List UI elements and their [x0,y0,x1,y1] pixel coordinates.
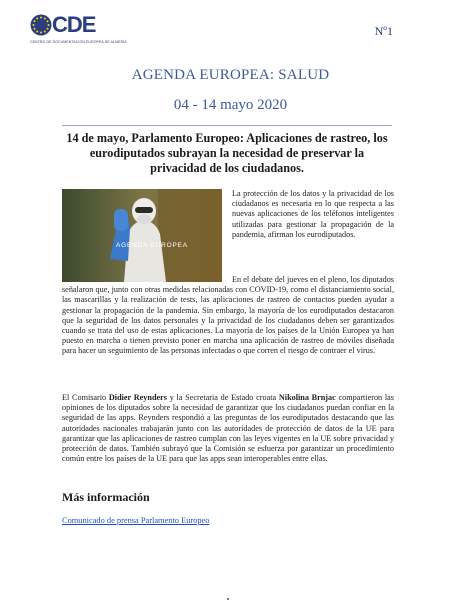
paragraph-commissioner [62,393,394,464]
logo-subtitle: CENTRO DE DOCUMENTACIÓN EUROPEA DE ALMERÍA [30,40,127,44]
issue-number: Nº1 [374,24,393,38]
name-reynders: Didier Reynders [108,393,167,402]
eu-stars-icon [30,14,52,36]
image-overlay-text: AGENDA EUROPEA [116,242,188,249]
more-info-heading: Más información [62,490,150,504]
press-release-link[interactable]: Comunicado de prensa Parlamento Europeo [62,516,210,525]
article-photo [62,189,222,282]
logo-text: CDE [52,12,96,37]
article-headline: 14 de mayo, Parlamento Europeo: Aplicaciones de rastreo, los eurodiputados subrayan la necesidad de preservar la privacidad de los ciudadanos. [66,131,388,175]
page-title: AGENDA EUROPEA: SALUD [131,67,330,83]
text-segment: compartieron las opiniones de los diputados sobre la necesidad de garantizar que los ciudadanos puedan confiar en la seguridad de las apps. Reynders respondió a las preguntas de los eurodiputados destacando que las autoridades nacionales trabajarán junto con las autoridades de protección de datos de la UE para garantizar que las aplicaciones de rastreo cumplan con las leyes vigentes en la UE sobre privacidad y protección de datos. También subrayó que la Comisión se esfuerza por garantizar un procedimiento común entre los países de la UE para que las apps sean interoperables entre ellas. [62,393,394,464]
cde-logo [30,12,127,50]
text-segment: El Comisario [62,393,109,402]
name-brnjac: Nikolina Brnjac [278,393,336,402]
divider [62,125,392,126]
paragraph-intro: La protección de los datos y la privacidad de los ciudadanos es necesaria en lo que respecta a las nuevas aplicaciones de los teléfonos inteligentes utilizadas para gestionar la propagación de la pandemia, afirman los eurodiputados. [232,189,394,239]
page-dot [227,598,229,600]
paragraph-debate: En el debate del jueves en el pleno, los diputados señalaron que, junto con otras medidas relacionadas con COVID-19, como el distanciamiento social, las mascarillas y la realización de tests, las aplicaciones de rastreo de contactos pueden ayudar a gestionar la propagación de la pandemia. Sin embargo, la mayoría de los eurodiputados destacaron que la seguridad de los datos personales y la privacidad de los ciudadanos deben ser garantizados cuando se trata del uso de estas aplicaciones. La mayoría de los países de la Unión Europea ya han puesto en marcha o tienen previsto poner en marcha una aplicación de rastreo de móviles diseñada para hacer un seguimiento de las personas infectadas o que corren el riesgo de contraer el virus. [62,275,394,356]
text-segment: y la Secretaria de Estado croata [166,393,279,402]
date-range: 04 - 14 mayo 2020 [173,97,288,113]
